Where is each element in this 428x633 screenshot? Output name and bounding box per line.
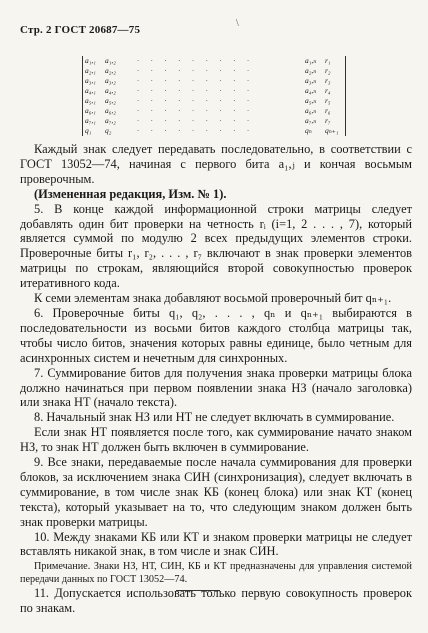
matrix-dots: · · · · · · · · · [137, 66, 254, 75]
matrix-cell: a₄,₁ [85, 86, 96, 95]
note: Примечание. Знаки НЗ, НТ, СИН, КБ и КТ предназначены для управления системой передачи данных по ГОСТ 13052—74. [20, 561, 412, 585]
matrix-row [83, 86, 345, 96]
paragraph-7: 7. Суммирование битов для получения знака проверки матрицы блока должно начинаться при первом появлении знака НЗ (начало заголовка) или знака НТ (начало текста). [20, 365, 412, 410]
matrix-row [83, 106, 345, 116]
matrix-cell: a₄,₂ [105, 86, 116, 95]
matrix-cell: a₂,₁ [85, 66, 96, 75]
paragraph: Каждый знак следует передавать последовательно, в соответствии с ГОСТ 13052—74, начиная с первого бита a₁,ⱼ и кончая восьмым проверочным. [20, 142, 412, 186]
matrix-dots: · · · · · · · · · [137, 106, 254, 115]
document-body [20, 142, 412, 616]
matrix-cell: a₂,ₙ [305, 66, 317, 75]
matrix-cell: a₅,ₙ [305, 96, 317, 105]
paragraph-10: 10. Между знаками КБ или КТ и знаком проверки матрицы не следует вставлять никакой знак, в том числе и знак СИН. [20, 529, 412, 559]
matrix-row [83, 56, 345, 66]
matrix-cell: a₇,₁ [85, 116, 96, 125]
paragraph-8: 8. Начальный знак НЗ или НТ не следует включать в суммирование. [34, 410, 395, 425]
matrix-parity-cell: r₃ [325, 76, 331, 85]
paragraph: К семи элементам знака добавляют восьмой проверочный бит qₙ₊₁. [34, 291, 392, 306]
matrix-row [83, 96, 345, 106]
matrix-dots: · · · · · · · · · [137, 76, 254, 85]
matrix-cell: a₇,₂ [105, 116, 116, 125]
matrix-row [83, 126, 345, 136]
matrix-cell: a₁,₂ [105, 56, 116, 65]
matrix-cell: a₆,₂ [105, 106, 116, 115]
matrix-cell: a₄,ₙ [305, 86, 317, 95]
matrix-dots: · · · · · · · · · [137, 126, 254, 135]
paragraph: Если знак НТ появляется после того, как суммирование начато знаком НЗ, то знак НТ должен быть включен в суммирование. [20, 425, 412, 455]
matrix-row [83, 116, 345, 126]
matrix-cell: a₅,₁ [85, 96, 96, 105]
matrix-cell: a₁,₁ [85, 56, 96, 65]
matrix-cell: a₆,ₙ [305, 106, 317, 115]
paragraph-9: 9. Все знаки, передаваемые после начала суммирования для проверки блоков, за исключением знака СИН (синхронизация), следует включать в суммирование, в том числе знак КБ (конец блока) или знак КТ (конец текста), который указывает на то, что следующим знаком должен быть знак проверки матрицы. [20, 455, 412, 529]
paragraph-11: 11. Допускается использовать только первую совокупность проверок по знакам. [20, 586, 412, 616]
matrix-parity-cell: r₁ [325, 56, 331, 65]
matrix-cell: a₃,₁ [85, 76, 96, 85]
bit-matrix [82, 56, 346, 136]
matrix-cell: q₂ [105, 126, 112, 135]
matrix-cell: a₃,ₙ [305, 76, 317, 85]
matrix-parity-cell: qₙ₊₁ [325, 126, 339, 135]
matrix-parity-cell: r₆ [325, 106, 331, 115]
end-rule [176, 590, 220, 591]
matrix-row [83, 76, 345, 86]
matrix-cell: q₁ [85, 126, 92, 135]
matrix-cell: a₃,₂ [105, 76, 116, 85]
matrix-cell: a₆,₁ [85, 106, 96, 115]
matrix-cell: a₅,₂ [105, 96, 116, 105]
matrix-parity-cell: r₅ [325, 96, 331, 105]
page-header: Стр. 2 ГОСТ 20687—75 [20, 24, 141, 36]
matrix-dots: · · · · · · · · · [137, 86, 254, 95]
matrix-row [83, 66, 345, 76]
matrix-dots: · · · · · · · · · [137, 96, 254, 105]
matrix-cell: qₙ [305, 126, 312, 135]
paragraph-6: 6. Проверочные биты q₁, q₂, . . . , qₙ и qₙ₊₁ выбираются в последовательности из восьми битов каждого столбца матрицы так, чтобы число битов, значения которых равны единице, было четным для асинхронных систем и нечетным для синхронных. [20, 305, 412, 365]
amendment-note: (Измененная редакция, Изм. № 1). [34, 186, 227, 201]
matrix-cell: a₁,ₙ [305, 56, 317, 65]
matrix-parity-cell: r₄ [325, 86, 331, 95]
matrix-dots: · · · · · · · · · [137, 116, 254, 125]
matrix-dots: · · · · · · · · · [137, 56, 254, 65]
margin-mark: \ [236, 18, 239, 29]
matrix-parity-cell: r₂ [325, 66, 331, 75]
matrix-cell: a₇,ₙ [305, 116, 317, 125]
matrix-parity-cell: r₇ [325, 116, 331, 125]
matrix-cell: a₂,₂ [105, 66, 116, 75]
paragraph-5: 5. В конце каждой информационной строки матрицы следует добавлять один бит проверки на четность rᵢ (i=1, 2 . . . , 7), который является суммой по модулю 2 всех предыдущих элементов строки. Проверочные биты r₁, r₂, . . . , r₇ включают в знак проверки элементов матрицы по строкам, являющийся второй совокупностью проверок итеративного кода. [20, 201, 412, 291]
